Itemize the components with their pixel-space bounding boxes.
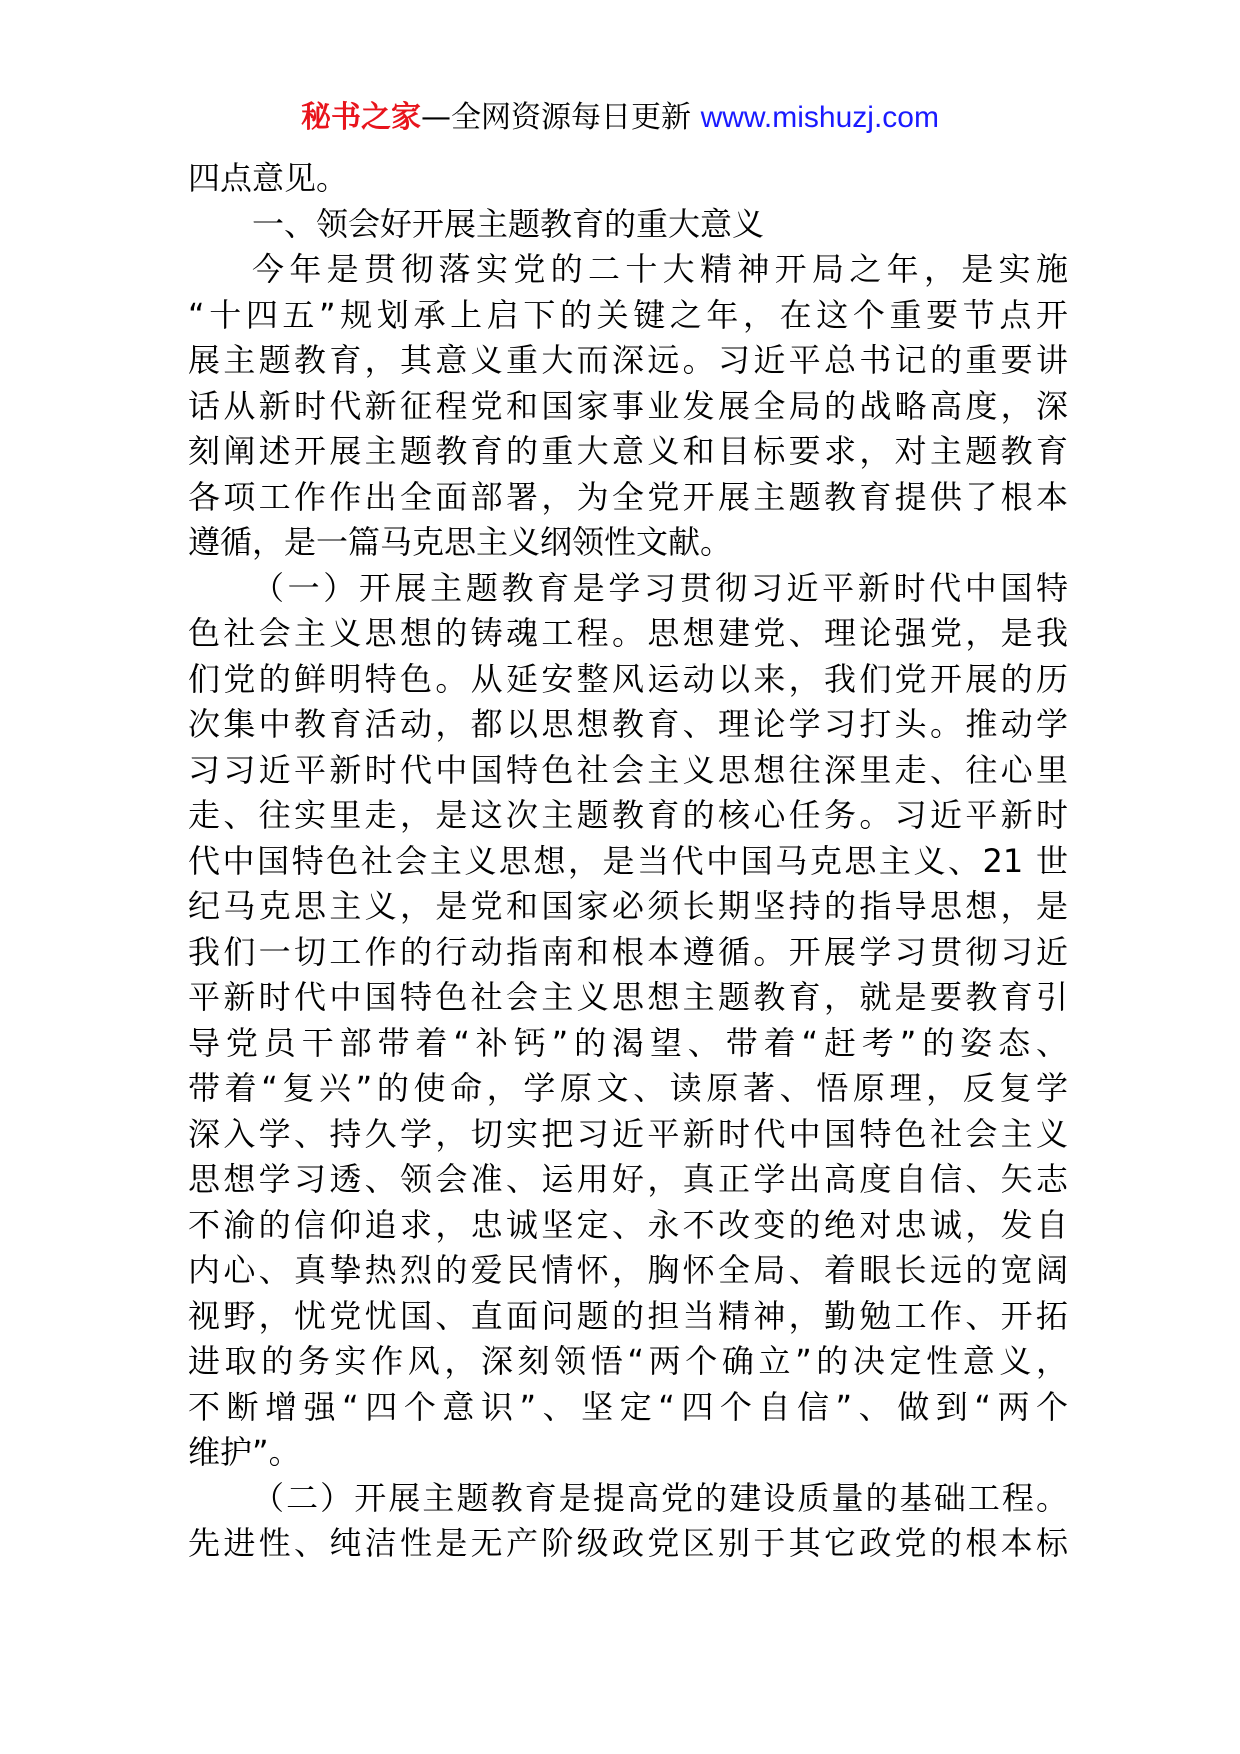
text-line: 们党的鲜明特色。从延安整风运动以来，我们党开展的历 bbox=[188, 659, 1068, 698]
text-line: 我们一切工作的行动指南和根本遵循。开展学习贯彻习近 bbox=[188, 932, 1068, 971]
text-line: 不渝的信仰追求，忠诚坚定、永不改变的绝对忠诚，发自 bbox=[188, 1205, 1068, 1244]
text-line: 维护”。 bbox=[188, 1433, 301, 1471]
text-line: 深入学、持久学，切实把习近平新时代中国特色社会主义 bbox=[188, 1114, 1068, 1153]
text-line: 四点意见。 bbox=[188, 159, 349, 197]
text-line: 不断增强“四个意识”、坚定“四个自信”、做到“两个 bbox=[188, 1387, 1068, 1426]
text-line: 先进性、纯洁性是无产阶级政党区别于其它政党的根本标 bbox=[188, 1524, 1068, 1562]
text-line: （一）开展主题教育是学习贯彻习近平新时代中国特 bbox=[252, 568, 1068, 607]
text-line: 色社会主义思想的铸魂工程。思想建党、理论强党，是我 bbox=[188, 614, 1068, 652]
text-line: 次集中教育活动，都以思想教育、理论学习打头。推动学 bbox=[188, 705, 1068, 743]
text-line: 纪马克思主义，是党和国家必须长期坚持的指导思想，是 bbox=[188, 887, 1068, 925]
text-line: 代中国特色社会主义思想，是当代中国马克思主义、21 世 bbox=[188, 841, 1068, 880]
text-line: 遵循，是一篇马克思主义纲领性文献。 bbox=[188, 523, 733, 561]
text-line: 一、领会好开展主题教育的重大意义 bbox=[252, 204, 765, 243]
text-line: 视野，忧党忧国、直面问题的担当精神，勤勉工作、开拓 bbox=[188, 1296, 1068, 1335]
brand-name: 秘书之家 bbox=[301, 100, 422, 135]
text-line: 话从新时代新征程党和国家事业发展全局的战略高度，深 bbox=[188, 386, 1068, 425]
text-line: 思想学习透、领会准、运用好，真正学出高度自信、矢志 bbox=[188, 1160, 1068, 1198]
text-line: 走、往实里走，是这次主题教育的核心任务。习近平新时 bbox=[188, 796, 1068, 834]
text-line: 各项工作作出全面部署，为全党开展主题教育提供了根本 bbox=[188, 477, 1068, 516]
text-line: 进取的务实作风，深刻领悟“两个确立”的决定性意义， bbox=[188, 1342, 1068, 1380]
text-line: 平新时代中国特色社会主义思想主题教育，就是要教育引 bbox=[188, 978, 1068, 1016]
header-tagline: —全网资源每日更新 bbox=[421, 100, 692, 135]
text-line: 带着“复兴”的使命，学原文、读原著、悟原理，反复学 bbox=[188, 1069, 1068, 1107]
text-line: 刻阐述开展主题教育的重大意义和目标要求，对主题教育 bbox=[188, 432, 1068, 470]
text-line: 内心、真挚热烈的爱民情怀，胸怀全局、着眼长远的宽阔 bbox=[188, 1251, 1068, 1289]
text-line: 展主题教育，其意义重大而深远。习近平总书记的重要讲 bbox=[188, 341, 1068, 379]
text-line: “十四五”规划承上启下的关键之年，在这个重要节点开 bbox=[188, 295, 1068, 334]
document-body bbox=[188, 156, 1068, 1567]
page-header bbox=[0, 98, 1240, 138]
text-line: 今年是贯彻落实党的二十大精神开局之年，是实施 bbox=[252, 250, 1068, 288]
text-line: 习习近平新时代中国特色社会主义思想往深里走、往心里 bbox=[188, 750, 1068, 789]
site-url-link[interactable]: www.mishuzj.com bbox=[700, 101, 939, 134]
text-line: 导党员干部带着“补钙”的渴望、带着“赶考”的姿态、 bbox=[188, 1023, 1068, 1062]
text-line: （二）开展主题教育是提高党的建设质量的基础工程。 bbox=[252, 1478, 1068, 1517]
